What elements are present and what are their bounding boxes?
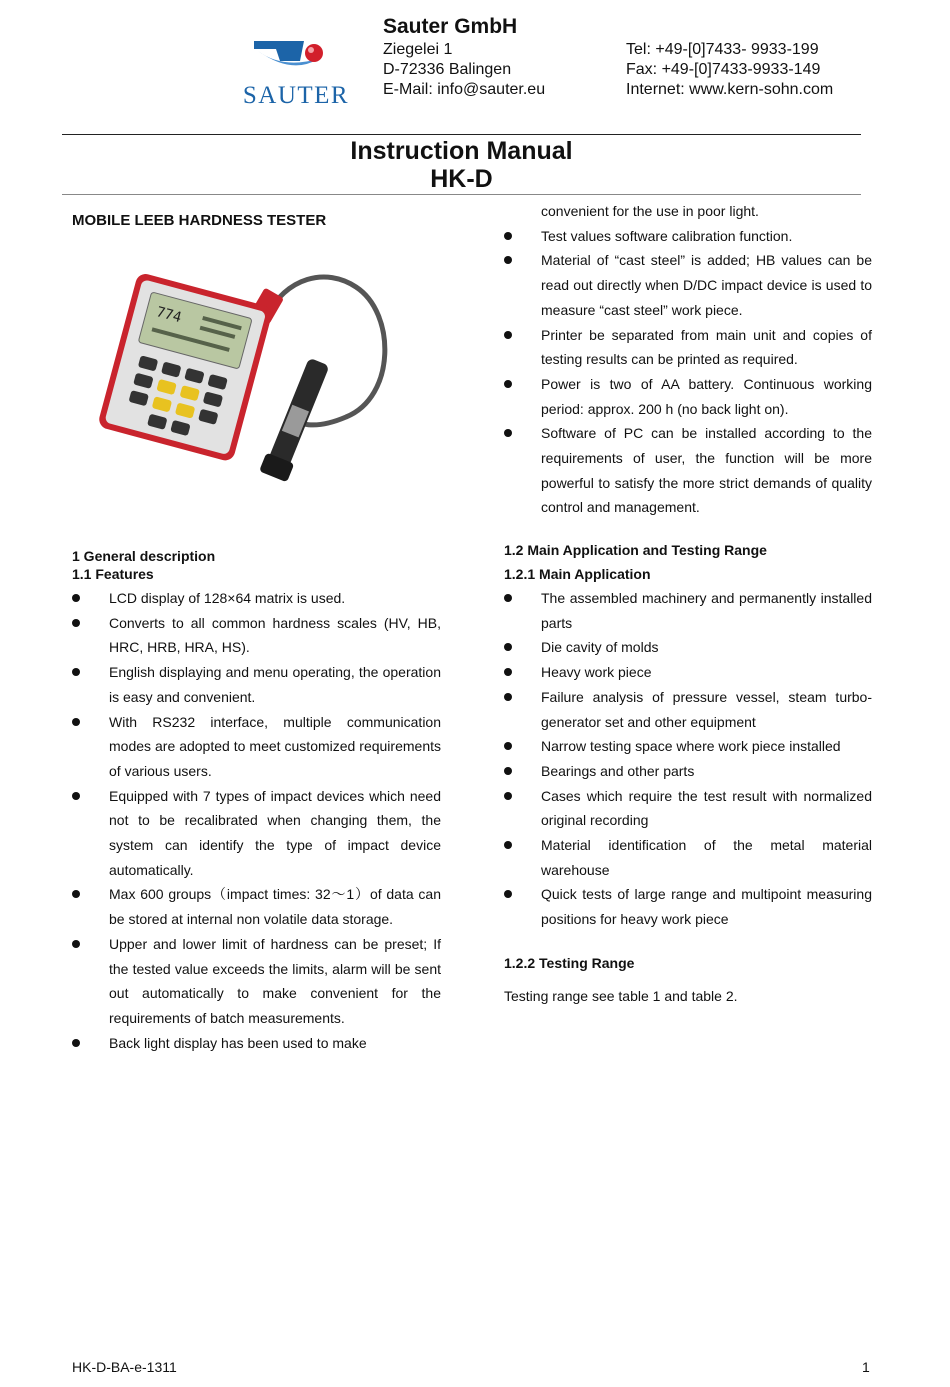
footer-doc-code: HK-D-BA-e-1311 xyxy=(72,1359,177,1375)
list-item: Bearings and other parts xyxy=(504,759,872,784)
list-item: Material identification of the metal material warehouse xyxy=(504,833,872,882)
list-item: Upper and lower limit of hardness can be preset; If the tested value exceeds the limits, alarm will be sent out automatically to make convenient for the requirements of batch measurements. xyxy=(72,932,441,1031)
contact-fax: Fax: +49-[0]7433-9933-149 xyxy=(626,61,821,78)
list-item: Max 600 groups（impact times: 32～1）of data can be stored at internal non volatile data storage. xyxy=(72,882,441,931)
right-column xyxy=(504,199,872,520)
applications-block xyxy=(504,541,872,1006)
manual-title: Instruction Manual xyxy=(350,137,573,165)
list-item: English displaying and menu operating, the operation is easy and convenient. xyxy=(72,660,441,709)
left-column xyxy=(72,547,441,1055)
footer-page-number: 1 xyxy=(862,1359,870,1375)
list-item: Heavy work piece xyxy=(504,660,872,685)
sauter-logo xyxy=(232,25,360,109)
title-rule xyxy=(62,194,861,195)
section-1-2-1-title: 1.2.1 Main Application xyxy=(504,566,651,582)
list-item: LCD display of 128×64 matrix is used. xyxy=(72,586,441,611)
list-item: Printer be separated from main unit and copies of testing results can be printed as required. xyxy=(504,323,872,372)
list-item: Failure analysis of pressure vessel, steam turbo-generator set and other equipment xyxy=(504,685,872,734)
device-screen-value: 774 xyxy=(154,304,184,327)
features-continuation: convenient for the use in poor light. xyxy=(541,203,759,219)
address-street: Ziegelei 1 xyxy=(383,41,453,58)
list-item: Software of PC can be installed according to the requirements of user, the function will be more powerful to satisfy the more strict demands of quality control and management. xyxy=(504,421,872,520)
logo-blue-shape xyxy=(254,41,304,61)
list-item: Test values software calibration function. xyxy=(504,224,872,249)
features-list xyxy=(72,586,441,1055)
product-heading: MOBILE LEEB HARDNESS TESTER xyxy=(72,212,327,229)
header-rule xyxy=(62,134,861,135)
section-1-1-title: 1.1 Features xyxy=(72,566,154,582)
list-item: Back light display has been used to make xyxy=(72,1031,441,1056)
list-item: Quick tests of large range and multipoint measuring positions for heavy work piece xyxy=(504,882,872,931)
product-photo xyxy=(96,247,426,502)
address-city: D-72336 Balingen xyxy=(383,61,512,78)
address-email: E-Mail: info@sauter.eu xyxy=(383,81,546,98)
section-1-2-2-title: 1.2.2 Testing Range xyxy=(504,954,635,971)
company-name: Sauter GmbH xyxy=(383,15,518,38)
section-1-title: 1 General description xyxy=(72,548,216,564)
list-item: With RS232 interface, multiple communication modes are adopted to meet customized requirements of various users. xyxy=(72,710,441,784)
section-1-2-title: 1.2 Main Application and Testing Range xyxy=(504,542,767,558)
testing-range-text: Testing range see table 1 and table 2. xyxy=(504,987,738,1004)
list-item: The assembled machinery and permanently installed parts xyxy=(504,586,872,635)
logo-red-ball xyxy=(305,44,323,62)
logo-wordmark: SAUTER xyxy=(242,82,350,109)
contact-tel: Tel: +49-[0]7433- 9933-199 xyxy=(626,41,819,58)
list-item: Die cavity of molds xyxy=(504,635,872,660)
contact-internet: Internet: www.kern-sohn.com xyxy=(626,81,834,98)
list-item: Cases which require the test result with normalized original recording xyxy=(504,784,872,833)
applications-list xyxy=(504,586,872,932)
list-item: Equipped with 7 types of impact devices which need not to be recalibrated when changing them, the system can identify the type of impact device automatically. xyxy=(72,784,441,883)
list-item: Converts to all common hardness scales (HV, HB, HRC, HRB, HRA, HS). xyxy=(72,611,441,660)
list-item: Material of “cast steel” is added; HB values can be read out directly when D/DC impact device is used to measure “cast steel” work piece. xyxy=(504,248,872,322)
list-item: Narrow testing space where work piece installed xyxy=(504,734,872,759)
features-list-cont xyxy=(504,224,872,520)
model-title: HK-D xyxy=(430,165,493,193)
list-item: Power is two of AA battery. Continuous working period: approx. 200 h (no back light on). xyxy=(504,372,872,421)
